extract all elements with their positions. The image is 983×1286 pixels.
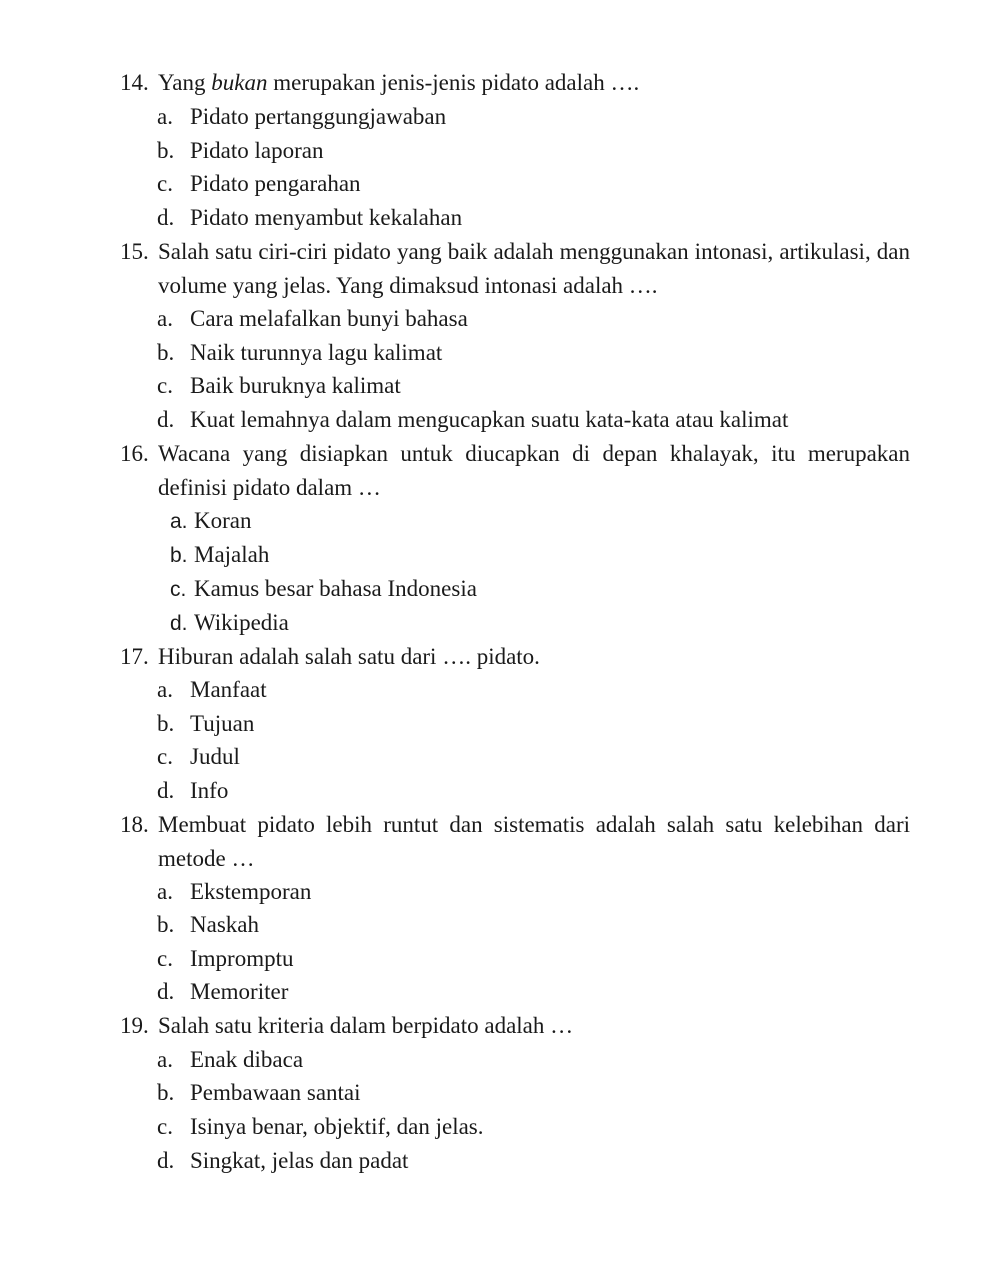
question-text: Yang bukan merupakan jenis-jenis pidato adalah …. [158,70,640,95]
question-text: Salah satu kriteria dalam berpidato adalah … [158,1013,574,1038]
option-14a: a. Pidato pertanggungjawaban [157,104,447,129]
question-number: 16. [120,441,149,466]
question-number: 17. [120,644,149,669]
question-number: 14. [120,70,149,95]
option-16d: d. Wikipedia [170,610,289,635]
option-16a: a. Koran [170,508,252,533]
option-15a: a. Cara melafalkan bunyi bahasa [157,306,468,331]
option-19d: d. Singkat, jelas dan padat [157,1148,409,1173]
option-18c: c. Impromptu [157,946,294,971]
question-17 [120,640,910,674]
option-15d: d. Kuat lemahnya dalam mengucapkan suatu kata-kata atau kalimat [157,407,789,432]
option-19a: a. Enak dibaca [157,1047,304,1072]
option-15c: c. Baik buruknya kalimat [157,373,401,398]
option-14b: b. Pidato laporan [157,138,324,163]
question-text: Hiburan adalah salah satu dari …. pidato. [158,644,540,669]
option-17a: a. Manfaat [157,677,267,702]
option-16b: b. Majalah [170,542,270,567]
question-14 [120,66,910,100]
question-18 [120,808,910,876]
option-14c: c. Pidato pengarahan [157,171,361,196]
option-17b: b. Tujuan [157,711,255,736]
option-18d: d. Memoriter [157,979,289,1004]
option-17c: c. Judul [157,744,240,769]
option-14d: d. Pidato menyambut kekalahan [157,205,463,230]
question-number: 18. [120,812,149,837]
question-number: 15. [120,239,149,264]
option-16c: c. Kamus besar bahasa Indonesia [170,576,477,601]
question-16 [120,437,910,505]
question-text: Salah satu ciri-ciri pidato yang baik adalah menggunakan intonasi, artikulasi, dan volume yang jelas. Yang dimaksud intonasi adalah …. [158,239,910,298]
option-18b: b. Naskah [157,912,259,937]
question-number: 19. [120,1013,149,1038]
option-19b: b. Pembawaan santai [157,1080,361,1105]
option-18a: a. Ekstemporan [157,879,312,904]
question-text: Wacana yang disiapkan untuk diucapkan di depan khalayak, itu merupakan definisi pidato dalam … [158,441,910,500]
question-15 [120,235,910,303]
option-17d: d. Info [157,778,229,803]
question-19 [120,1009,910,1043]
question-text: Membuat pidato lebih runtut dan sistematis adalah salah satu kelebihan dari metode … [158,812,910,871]
option-15b: b. Naik turunnya lagu kalimat [157,340,443,365]
option-19c: c. Isinya benar, objektif, dan jelas. [157,1114,484,1139]
